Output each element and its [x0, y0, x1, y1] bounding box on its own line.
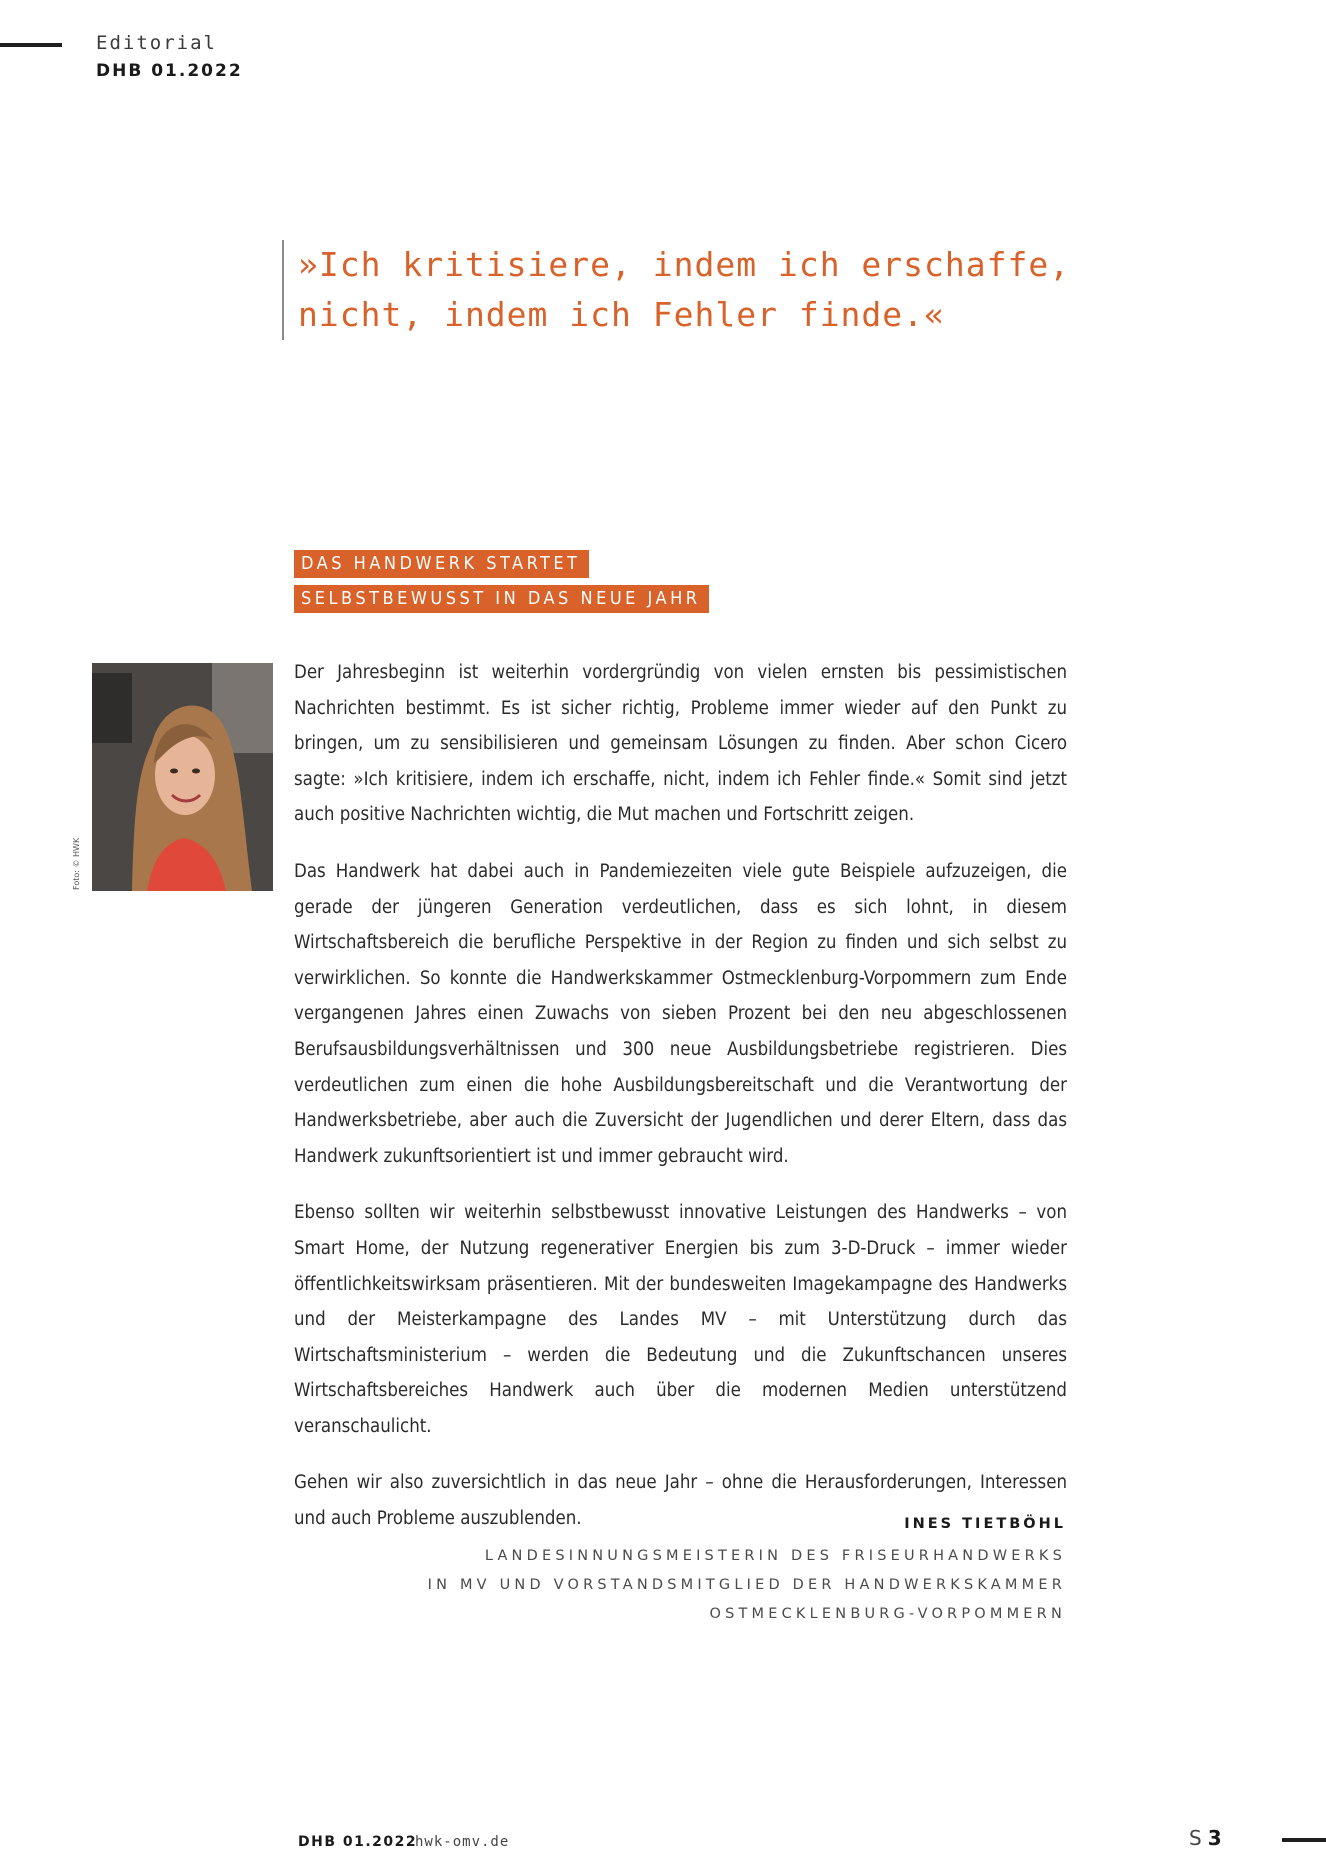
footer-url[interactable]: hwk-omv.de: [415, 1834, 510, 1850]
article-body: [294, 655, 1067, 1558]
author-photo: [92, 663, 273, 891]
author-signature: [428, 1516, 1066, 1629]
header-rule: [0, 43, 62, 47]
pull-quote-line: »Ich kritisiere, indem ich erschaffe,: [298, 245, 1071, 284]
photo-credit: Foto: © HWK: [72, 837, 81, 890]
article-heading-line: SELBSTBEWUSST IN DAS NEUE JAHR: [294, 585, 709, 613]
page-number-value: 3: [1207, 1826, 1222, 1850]
footer-issue: DHB 01.2022: [298, 1834, 418, 1850]
author-name: INES TIETBÖHL: [904, 1516, 1066, 1532]
article-heading: [294, 550, 709, 620]
article-paragraph: Gehen wir also zuversichtlich in das neue Jahr – ohne die Herausforderungen, Interessen und auch Probleme auszublenden.: [294, 1472, 1067, 1530]
author-role-line: OSTMECKLENBURG-VORPOMMERN: [709, 1606, 1066, 1622]
section-label: Editorial: [96, 32, 217, 54]
article-paragraph: Der Jahresbeginn ist weiterhin vordergründig von vielen ernsten bis pessimistischen Nachrichten bestimmt. Es ist sicher richtig, Probleme immer wieder auf den Punkt zu bringen, um zu sensibilisieren und gemeinsam Lösungen zu finden. Aber schon Cicero sagte: »Ich kritisiere, indem ich erschaffe, nicht, indem ich Fehler finde.« Somit sind jetzt auch positive Nachrichten wichtig, die Mut machen und Fortschritt zeigen.: [294, 662, 1067, 826]
article-heading-line: DAS HANDWERK STARTET: [294, 550, 589, 578]
page-prefix: S: [1189, 1826, 1208, 1850]
issue-label: DHB 01.2022: [96, 61, 243, 81]
article-paragraph: Ebenso sollten wir weiterhin selbstbewusst innovative Leistungen des Handwerks – von Smart Home, der Nutzung regenerativer Energien bis zum 3-D-Druck – immer wieder öffentlichkeitswirksam präsentieren. Mit der bundesweiten Imagekampagne des Handwerks und der Meisterkampagne des Landes MV – mit Unterstützung durch das Wirtschaftsministerium – werden die Bedeutung und die Zukunftschancen unseres Wirtschaftsbereiches Handwerk auch über die modernen Medien unterstützend veranschaulicht.: [294, 1202, 1067, 1437]
pull-quote: [282, 240, 1070, 340]
article-paragraph: Das Handwerk hat dabei auch in Pandemiezeiten viele gute Beispiele aufzuzeigen, die gerade der jüngeren Generation verdeutlichen, dass es sich lohnt, in diesem Wirtschaftsbereich die berufliche Perspektive in der Region zu finden und sich selbst zu verwirklichen. So konnte die Handwerkskammer Ostmecklenburg-Vorpommern zum Ende vergangenen Jahres einen Zuwachs von sieben Prozent bei den neu abgeschlossenen Berufsausbildungsverhältnissen und 300 neue Ausbildungsbetriebe registrieren. Dies verdeutlichen zum einen die hohe Ausbildungsbereitschaft und die Verantwortung der Handwerksbetriebe, aber auch die Zuversicht der Jugendlichen und derer Eltern, dass das Handwerk zukunftsorientiert ist und immer gebraucht wird.: [294, 860, 1067, 1167]
author-role-line: LANDESINNUNGSMEISTERIN DES FRISEURHANDWERKS: [484, 1548, 1066, 1564]
pull-quote-line: nicht, indem ich Fehler finde.«: [298, 295, 945, 334]
author-role-line: IN MV UND VORSTANDSMITGLIED DER HANDWERKSKAMMER: [427, 1577, 1066, 1593]
footer-rule: [1282, 1838, 1326, 1842]
author-portrait-illustration: [92, 663, 273, 891]
page-number: [1189, 1826, 1222, 1850]
